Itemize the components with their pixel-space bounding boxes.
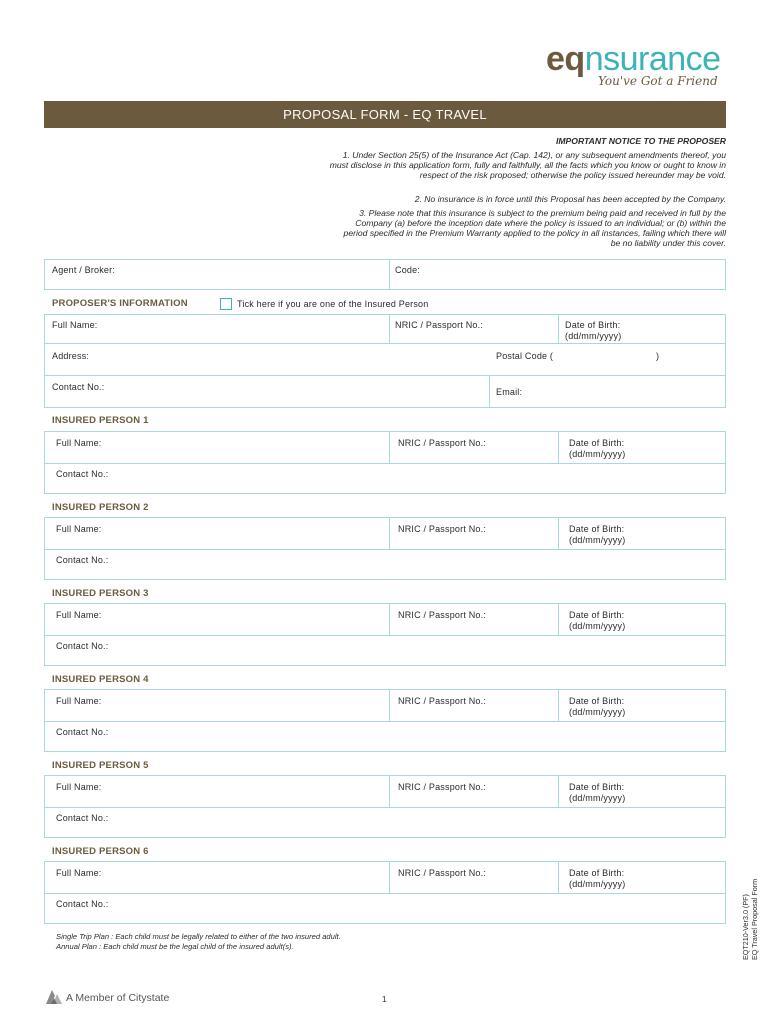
insured-dob-format: (dd/mm/yyyy) <box>569 707 626 717</box>
insured-dob-format: (dd/mm/yyyy) <box>569 621 626 631</box>
proposer-divider-2 <box>558 315 559 343</box>
proposer-full-name-field[interactable]: Full Name: <box>52 320 98 330</box>
footnote-single-trip: Single Trip Plan : Each child must be legally related to either of the two insured adult. <box>56 932 341 941</box>
proposer-nric-field[interactable]: NRIC / Passport No.: <box>395 320 484 330</box>
member-of-citystate: A Member of Citystate <box>66 992 170 1004</box>
insured-full-name-field[interactable]: Full Name: <box>56 782 102 792</box>
insured-person-4-heading: INSURED PERSON 4 <box>52 674 149 685</box>
proposer-box <box>44 314 726 408</box>
insured-dob-field[interactable]: Date of Birth: <box>569 868 625 878</box>
insured-divider-1 <box>389 776 390 807</box>
insured-nric-field[interactable]: NRIC / Passport No.: <box>398 868 487 878</box>
insured-divider-2 <box>558 518 559 549</box>
insured-row-line <box>45 721 725 722</box>
proposer-email-field[interactable]: Email: <box>496 387 523 397</box>
insured-nric-field[interactable]: NRIC / Passport No.: <box>398 782 487 792</box>
insured-divider-2 <box>558 776 559 807</box>
agent-code-field[interactable]: Code: <box>395 265 421 275</box>
insured-contact-field[interactable]: Contact No.: <box>56 469 109 479</box>
insured-full-name-field[interactable]: Full Name: <box>56 696 102 706</box>
insured-contact-field[interactable]: Contact No.: <box>56 727 109 737</box>
notice-heading: IMPORTANT NOTICE TO THE PROPOSER <box>556 136 726 146</box>
notice-paragraph-3: 3. Please note that this insurance is subject to the premium being paid and received in full by the Company (a) before the inception date where the policy is issued to an individual; or (b) within the period specified in the Premium Warranty applied to the policy in all instances, failing which there will be no liability under this cover. <box>343 208 726 248</box>
insured-divider-1 <box>389 604 390 635</box>
insured-row-line <box>45 635 725 636</box>
proposer-postal-code-field[interactable]: Postal Code ( <box>496 351 554 361</box>
proposer-row-line-2 <box>45 375 725 376</box>
proposer-divider-1 <box>389 315 390 343</box>
insured-divider-1 <box>389 862 390 893</box>
logo-tagline: You've Got a Friend <box>598 74 718 88</box>
insured-dob-format: (dd/mm/yyyy) <box>569 535 626 545</box>
insured-person-2-heading: INSURED PERSON 2 <box>52 502 149 513</box>
page-number: 1 <box>382 995 387 1004</box>
insured-full-name-field[interactable]: Full Name: <box>56 524 102 534</box>
insured-person-5-box <box>44 775 726 838</box>
proposer-dob-format: (dd/mm/yyyy) <box>565 331 622 341</box>
insured-divider-2 <box>558 604 559 635</box>
insured-row-line <box>45 893 725 894</box>
insured-person-5-heading: INSURED PERSON 5 <box>52 760 149 771</box>
notice-paragraph-2: 2. No insurance is in force until this Proposal has been accepted by the Company. <box>414 194 726 204</box>
insured-divider-2 <box>558 432 559 463</box>
insured-dob-format: (dd/mm/yyyy) <box>569 449 626 459</box>
insured-row-line <box>45 807 725 808</box>
insured-dob-field[interactable]: Date of Birth: <box>569 524 625 534</box>
logo-eq: eq <box>546 40 585 78</box>
insured-nric-field[interactable]: NRIC / Passport No.: <box>398 696 487 706</box>
citystate-logo-icon <box>44 986 64 1006</box>
insured-dob-field[interactable]: Date of Birth: <box>569 782 625 792</box>
insured-dob-field[interactable]: Date of Birth: <box>569 438 625 448</box>
proposer-section-heading: PROPOSER'S INFORMATION <box>52 298 188 309</box>
agent-box <box>44 259 726 290</box>
agent-broker-field[interactable]: Agent / Broker: <box>52 265 116 275</box>
insured-divider-2 <box>558 862 559 893</box>
insured-dob-field[interactable]: Date of Birth: <box>569 610 625 620</box>
insured-person-1-box <box>44 431 726 494</box>
insured-full-name-field[interactable]: Full Name: <box>56 438 102 448</box>
proposer-dob-field[interactable]: Date of Birth: <box>565 320 621 330</box>
insured-row-line <box>45 549 725 550</box>
agent-divider <box>389 260 390 289</box>
insured-person-checkbox-label: Tick here if you are one of the Insured Person <box>237 299 429 309</box>
insured-full-name-field[interactable]: Full Name: <box>56 610 102 620</box>
insured-nric-field[interactable]: NRIC / Passport No.: <box>398 438 487 448</box>
form-title: PROPOSAL FORM - EQ TRAVEL <box>283 107 487 122</box>
insured-nric-field[interactable]: NRIC / Passport No.: <box>398 610 487 620</box>
notice-paragraph-1: 1. Under Section 25(5) of the Insurance Act (Cap. 142), or any subsequent amendments thereof, you must disclose in this application form, fully and faithfully, all the facts which you know or ought to know in respect of the risk proposed; otherwise the policy issued hereunder may be void. <box>329 150 726 180</box>
insured-divider-1 <box>389 518 390 549</box>
proposer-contact-field[interactable]: Contact No.: <box>52 382 105 392</box>
side-version: EQT210-Ver3.0 (PF) <box>741 894 750 960</box>
insured-divider-1 <box>389 432 390 463</box>
insured-person-1-heading: INSURED PERSON 1 <box>52 415 149 426</box>
insured-contact-field[interactable]: Contact No.: <box>56 813 109 823</box>
insured-contact-field[interactable]: Contact No.: <box>56 899 109 909</box>
insured-dob-format: (dd/mm/yyyy) <box>569 879 626 889</box>
insured-dob-format: (dd/mm/yyyy) <box>569 793 626 803</box>
footnote-annual: Annual Plan : Each child must be the legal child of the insured adult(s). <box>56 942 294 951</box>
insured-person-6-box <box>44 861 726 924</box>
insured-contact-field[interactable]: Contact No.: <box>56 641 109 651</box>
insured-full-name-field[interactable]: Full Name: <box>56 868 102 878</box>
insured-person-checkbox[interactable] <box>220 298 232 310</box>
insured-divider-1 <box>389 690 390 721</box>
insured-divider-2 <box>558 690 559 721</box>
insured-person-6-heading: INSURED PERSON 6 <box>52 846 149 857</box>
logo-rest: nsurance <box>584 40 721 78</box>
insured-person-4-box <box>44 689 726 752</box>
proposer-address-field[interactable]: Address: <box>52 351 90 361</box>
form-title-bar <box>44 101 726 128</box>
insured-person-3-box <box>44 603 726 666</box>
side-form-reference <box>741 879 759 960</box>
side-form-name: EQ Travel Proposal Form <box>750 878 759 960</box>
insured-person-3-heading: INSURED PERSON 3 <box>52 588 149 599</box>
proposer-row-line-1 <box>45 343 725 344</box>
insured-nric-field[interactable]: NRIC / Passport No.: <box>398 524 487 534</box>
insured-row-line <box>45 463 725 464</box>
insured-person-2-box <box>44 517 726 580</box>
insured-dob-field[interactable]: Date of Birth: <box>569 696 625 706</box>
insured-contact-field[interactable]: Contact No.: <box>56 555 109 565</box>
proposer-postal-close: ) <box>656 351 660 361</box>
proposer-divider-3 <box>489 375 490 407</box>
